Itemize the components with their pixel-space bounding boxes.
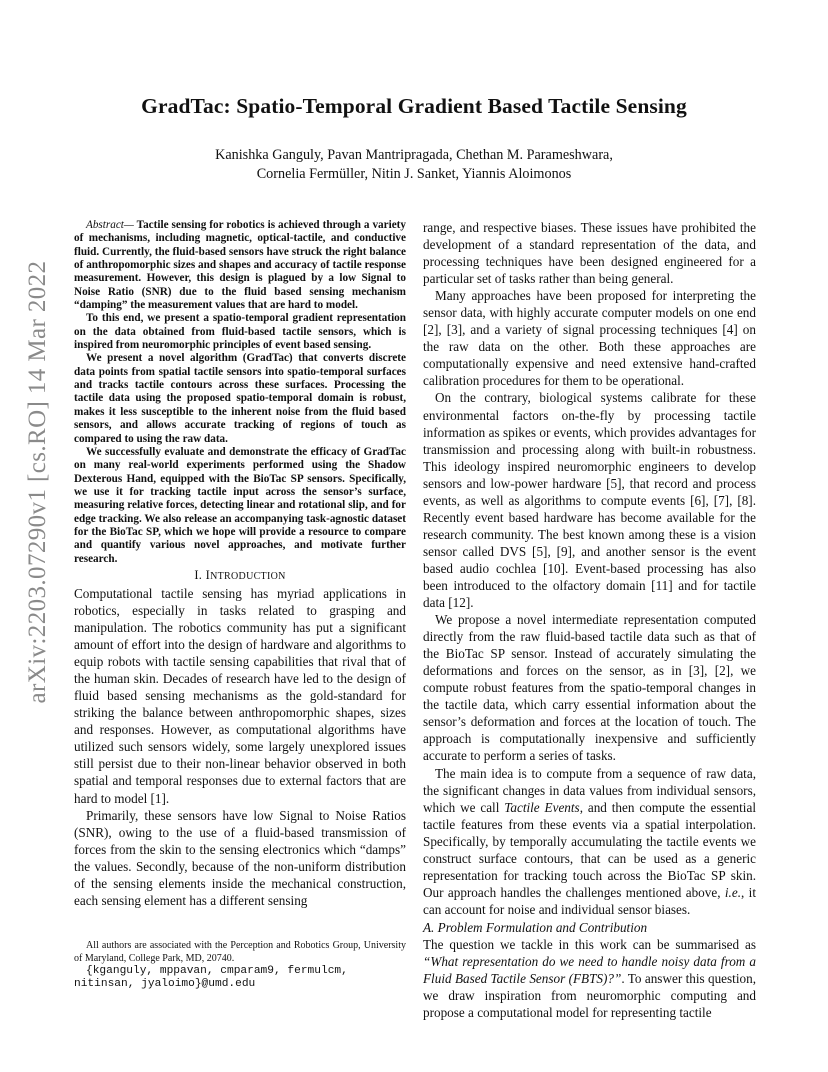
right-paragraph-2: On the contrary, biological systems calibrate for these environmental factors on-the-fly by processing tactile information as spikes or events, which provides advantages for transmission and processing along with built-in robustness. This ideology inspired neuromorphic engineers to develop sensors and low-power hardware [5], that record and process events, as well as algorithms to compute events [6], [7], [8]. Recently event based hardware has become available for the research community. The best known among these is a vision sensor called DVS [5], [9], and another sensor is the event based audio cochlea [10]. Event-based processing has also been introduced to the olfactory domain [11] and for tactile data [12]. [423, 390, 756, 611]
arxiv-stamp-text: arXiv:2203.07290v1 [cs.RO] 14 Mar 2022 [24, 260, 51, 704]
abstract-text-1: Tactile sensing for robotics is achieved through a variety of mechanisms, including magnetic, optical-tactile, and conductive fluid. Currently, the fluid-based sensors have struck the right balance of anthropomorphic sizes and shapes and accuracy of tactile response measurement. However, this design is plagued by a low Signal to Noise Ratio (SNR) due to the fluid based sensing mechanism “damping” the measurement values that are hard to model. [74, 219, 406, 312]
subsection-heading: A. Problem Formulation and Contribution [423, 919, 648, 935]
right-paragraph-4: The main idea is to compute from a sequence of raw data, the significant changes in data values from individual sensors, which we call Tactile Events, and then compute the essential tactile features from these events via a spatial interpolation. Specifically, by temporally accumulating the tactile events we construct surface contours, that can be used as a generic representation for tracking touch across the BioTac SP skin. Our approach handles the challenges mentioned above, i.e., it can account for noise and individual sensor biases. [423, 765, 757, 917]
left-column [74, 219, 406, 909]
abstract-paragraph-3: We present a novel algorithm (GradTac) that converts discrete data points from spatial tactile sensors into spatio-temporal surfaces and tracks tactile contours across these surfaces. Processing the tactile data using the proposed spatio-temporal domain is robust, makes it less susceptible to the inherent noise from the fluid based sensors, and allows accurate tracking of regions of touch as compared to using the raw data. [74, 352, 406, 445]
abstract-paragraph-2: To this end, we present a spatio-temporal gradient representation on the data obtained from fluid-based tactile sensors, which is inspired from neuromorphic principles of event based sensing. [74, 312, 406, 352]
abstract-paragraph-1: Abstract— Tactile sensing for robotics is achieved through a variety of mechanisms, including magnetic, optical-tactile, and conductive fluid. Currently, the fluid-based sensors have struck the right balance of anthropomorphic sizes and shapes and accuracy of tactile response measurement. However, this design is plagued by a low Signal to Noise Ratio (SNR) due to the fluid based sensing mechanism “damping” the measurement values that are hard to model. [74, 219, 406, 312]
affiliation-footnote [74, 940, 406, 991]
author-line-2: Cornelia Fermüller, Nitin J. Sanket, Yiannis Aloimonos [256, 166, 572, 182]
abstract-paragraph-4: We successfully evaluate and demonstrate the efficacy of GradTac on many real-world experiments performed using the Shadow Dexterous Hand, equipped with the BioTac SP sensors. Specifically, we use it for tracking tactile input across the sensor’s surface, measuring relative forces, detecting linear and rotational slip, and for edge tracking. We also release an accompanying task-agnostic dataset for the BioTac SP, which we hope will provide a resource to compare and quantify various novel approaches, and motivate further research. [74, 445, 406, 565]
section-heading-introduction: I. INTRODUCTION [194, 567, 286, 582]
footnote-emails: {kganguly, mppavan, cmparam9, fermulcm, nitinsan, jyaloimo}@umd.edu [74, 965, 348, 990]
right-paragraph-1: Many approaches have been proposed for interpreting the sensor data, with highly accurate computer models on one end [2], [3], and a variety of signal processing techniques [4] on the raw data on the other. Both these approaches are computationally expensive and need extensive hand-crafted calibration procedures for them to be operational. [423, 288, 756, 389]
intro-paragraph-1: Computational tactile sensing has myriad applications in robotics, especially in tasks related to grasping and manipulation. The robotics community has put a significant amount of effort into the design of hardware and algorithms to equip robots with tactile sensing capabilities that rival that of the human skin. Decades of research have led to the design of fluid based sensing mechanisms as the gold-standard for striking the balance between anthropomorphic shapes, sizes and responses. However, as computational algorithms have utilized such sensors widely, some largely unexplored issues still persist due to their non-linear behavior observed in both spatial and temporal responses due to external factors that are hard to model [1]. [74, 585, 406, 806]
arxiv-stamp [18, 260, 58, 704]
right-paragraph-0: range, and respective biases. These issues have prohibited the development of a standard representation of the data, and processing techniques have been designed engineered for a particular set of tasks rather than being general. [423, 220, 756, 287]
right-paragraph-5: The question we tackle in this work can be summarised as “What representation do we need to handle noisy data from a Fluid Based Tactile Sensor (FBTS)?”. To answer this question, we draw inspiration from neuromorphic computing and propose a computational model for representing tactile [423, 936, 756, 1021]
author-line-1: Kanishka Ganguly, Pavan Mantripragada, Chethan M. Parameshwara, [215, 147, 613, 163]
abstract-label: Abstract [86, 219, 124, 231]
right-paragraph-3: We propose a novel intermediate representation computed directly from the raw fluid-based tactile data such as that of the BioTac SP sensor. Instead of accurately simulating the deformations and forces on the sensor, as in [3], [2], we compute robust features from the spatio-temporal changes in the tactile data, which carry essential information about the sensor’s deformation and forces at the location of touch. The approach is computationally inexpensive and sufficiently accurate to perform a series of tasks. [423, 612, 756, 764]
right-column [423, 219, 756, 1021]
intro-paragraph-2: Primarily, these sensors have low Signal to Noise Ratios (SNR), owing to the use of a fluid-based transmission of forces from the skin to the sensing electronics which “damps” the values. Secondly, because of the non-uniform distribution of the sensing elements inside the mechanical construction, each sensing element has a different sensing [74, 807, 406, 908]
author-list [0, 146, 828, 184]
footnote-text: All authors are associated with the Perception and Robotics Group, University of Maryland, College Park, MD, 20740. [74, 940, 406, 964]
paper-title: GradTac: Spatio-Temporal Gradient Based Tactile Sensing [141, 94, 687, 118]
